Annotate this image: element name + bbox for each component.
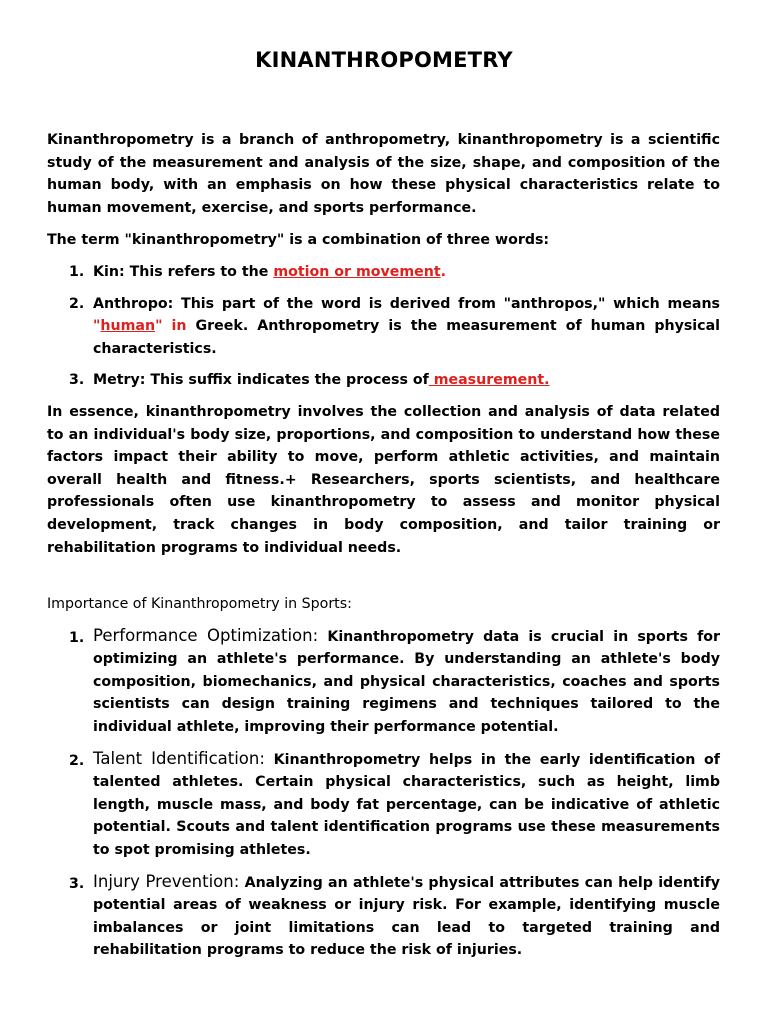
term-item	[47, 293, 720, 361]
list-number: 2.	[69, 752, 85, 769]
term-text-after: Greek. Anthropometry is the measurement of human physical characteristics.	[93, 318, 721, 357]
importance-text: Kinanthropometry data is crucial in sports for optimizing an athlete's performance. By understanding an athlete's body composition, biomechanics, and physical characteristics, coaches and sports scientists can design training regimens and techniques tailored to the individual athlete, improving their performance potential.	[93, 628, 720, 736]
term-text-after: .	[440, 263, 447, 280]
quote-mark: "	[93, 318, 101, 335]
term-text: Anthropo: This part of the word is derived from "anthropos," which means	[93, 295, 720, 312]
spacer	[47, 559, 720, 593]
term-list	[47, 261, 720, 392]
importance-item	[47, 625, 720, 739]
page-title: KINANTHROPOMETRY	[255, 48, 513, 72]
list-number: 2.	[69, 295, 85, 312]
essence-paragraph: In essence, kinanthropometry involves the collection and analysis of data related to an individual's body size, proportions, and composition to understand how these factors impact their ability to move, perform athletic activities, and maintain overall health and fitness.+ Researchers, sports scientists, and healthcare professionals often use kinanthropometry to assess and monitor physical development, track changes in body composition, and tailor training or rehabilitation programs to individual needs.	[47, 403, 720, 556]
importance-subtitle: Injury Prevention	[93, 871, 234, 891]
term-intro-paragraph: The term "kinanthropometry" is a combination of three words:	[47, 232, 550, 249]
intro-paragraph: Kinanthropometry is a branch of anthropometry, kinanthropometry is a scientific study of the measurement and analysis of the size, shape, and composition of the human body, with an emphasis on how these physical characteristics relate to human movement, exercise, and sports performance.	[47, 132, 720, 216]
list-number: 1.	[69, 629, 85, 646]
importance-item	[47, 748, 720, 862]
term-text: Kin: This refers to the	[93, 263, 274, 280]
list-number: 3.	[69, 372, 85, 389]
importance-item	[47, 871, 720, 962]
list-number: 3.	[69, 875, 85, 892]
term-item	[47, 369, 720, 392]
importance-text: Kinanthropometry helps in the early identification of talented athletes. Certain physical characteristics, such as height, limb length, muscle mass, and body fat percentage, can be indicative of athletic potential. Scouts and talent identification programs use these measurements to spot promising athletes.	[93, 751, 720, 859]
importance-subtitle: Performance Optimization	[93, 625, 313, 645]
subtitle-colon: :	[233, 871, 240, 891]
term-item	[47, 261, 720, 284]
subtitle-colon: :	[312, 625, 319, 645]
quote-mark: " in	[155, 318, 187, 335]
importance-subtitle: Talent Identification	[93, 748, 260, 768]
term-highlight: human	[100, 318, 156, 335]
term-highlight: measurement.	[428, 372, 550, 389]
importance-list	[47, 625, 720, 962]
document-body	[47, 129, 720, 971]
term-text: Metry: This suffix indicates the process of	[93, 372, 429, 389]
list-number: 1.	[69, 263, 85, 280]
term-highlight: motion or movement	[273, 263, 441, 280]
importance-text: Analyzing an athlete's physical attributes can help identify potential areas of weakness or injury risk. For example, identifying muscle imbalances or joint limitations can lead to targeted training and rehabilitation programs to reduce the risk of injuries.	[93, 874, 721, 959]
importance-heading: Importance of Kinanthropometry in Sports:	[47, 596, 352, 613]
subtitle-colon: :	[259, 748, 265, 768]
